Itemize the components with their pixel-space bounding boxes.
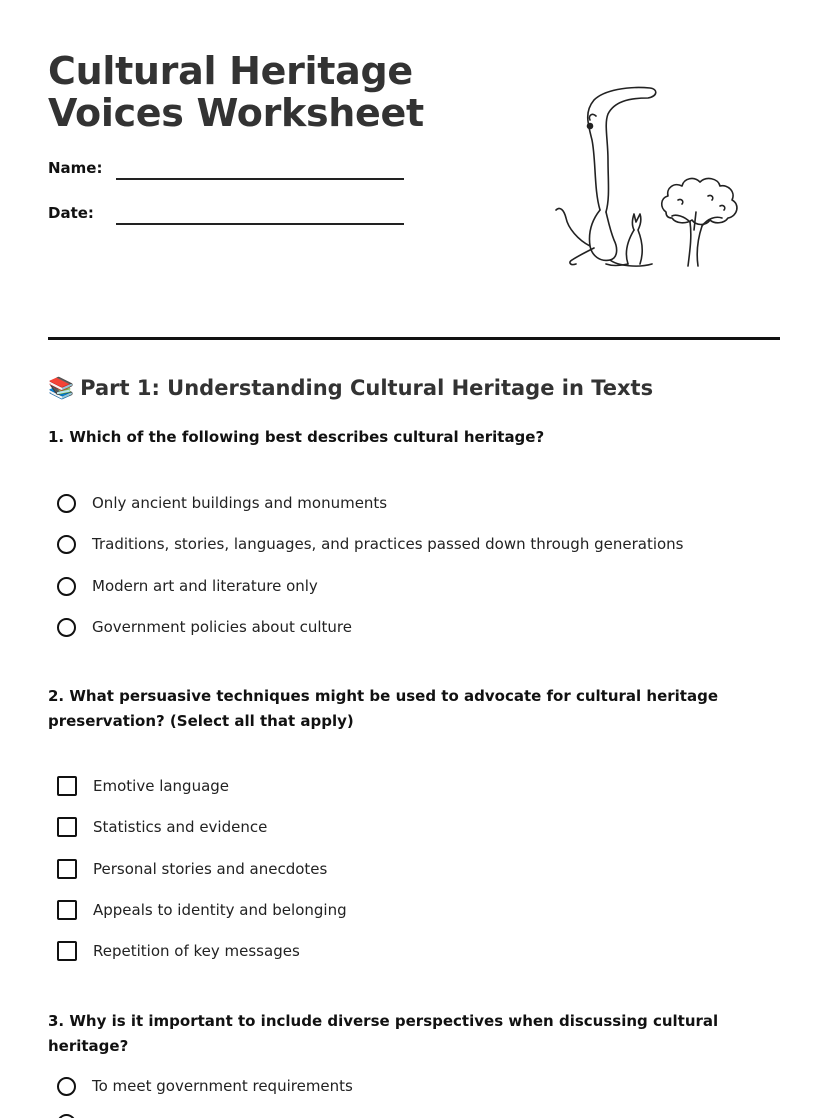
q2-option-1[interactable]: [57, 773, 229, 799]
q3-option-1[interactable]: [57, 1073, 353, 1099]
radio-button[interactable]: [57, 494, 76, 513]
option-label: Emotive language: [93, 777, 230, 795]
q2-option-4[interactable]: [57, 897, 347, 923]
part1-heading-text: Part 1: Understanding Cultural Heritage in Texts: [80, 376, 654, 400]
radio-button[interactable]: [57, 1114, 76, 1118]
option-label: Repetition of key messages: [93, 942, 300, 960]
q3-option-2-partial[interactable]: [57, 1110, 76, 1118]
q2-option-2[interactable]: [57, 814, 267, 840]
option-label: Statistics and evidence: [93, 818, 268, 836]
worksheet-title: Cultural Heritage Voices Worksheet: [48, 49, 424, 135]
kangaroo-tree-icon: [548, 80, 748, 276]
part1-heading: [48, 372, 653, 404]
option-label: Traditions, stories, languages, and practices passed down through generations: [92, 535, 684, 553]
question-1: 1. Which of the following best describes cultural heritage?: [48, 428, 545, 446]
option-label: Modern art and literature only: [92, 577, 318, 595]
option-label: Government policies about culture: [92, 618, 352, 636]
radio-button[interactable]: [57, 1077, 76, 1096]
date-label: Date:: [48, 204, 94, 222]
option-label: Only ancient buildings and monuments: [92, 494, 388, 512]
date-input-line[interactable]: [116, 223, 404, 225]
q1-option-2[interactable]: [57, 531, 684, 557]
q2-option-5[interactable]: [57, 938, 300, 964]
radio-button[interactable]: [57, 535, 76, 554]
name-label: Name:: [48, 159, 103, 177]
checkbox[interactable]: [57, 941, 77, 961]
books-icon: 📚: [48, 376, 75, 400]
name-input-line[interactable]: [116, 178, 404, 180]
option-label: Personal stories and anecdotes: [93, 860, 328, 878]
q2-option-3[interactable]: [57, 856, 327, 882]
question-3: 3. Why is it important to include diverse perspectives when discussing cultural heritage?: [48, 1012, 719, 1055]
checkbox[interactable]: [57, 859, 77, 879]
section-divider: [48, 337, 780, 340]
checkbox[interactable]: [57, 776, 77, 796]
question-2: 2. What persuasive techniques might be used to advocate for cultural heritage preservation? (Select all that apply): [48, 687, 719, 730]
option-label: Appeals to identity and belonging: [93, 901, 347, 919]
q1-option-1[interactable]: [57, 490, 387, 516]
radio-button[interactable]: [57, 618, 76, 637]
q1-option-4[interactable]: [57, 614, 352, 640]
radio-button[interactable]: [57, 577, 76, 596]
option-label: To meet government requirements: [92, 1077, 353, 1095]
q1-option-3[interactable]: [57, 573, 318, 599]
checkbox[interactable]: [57, 817, 77, 837]
checkbox[interactable]: [57, 900, 77, 920]
